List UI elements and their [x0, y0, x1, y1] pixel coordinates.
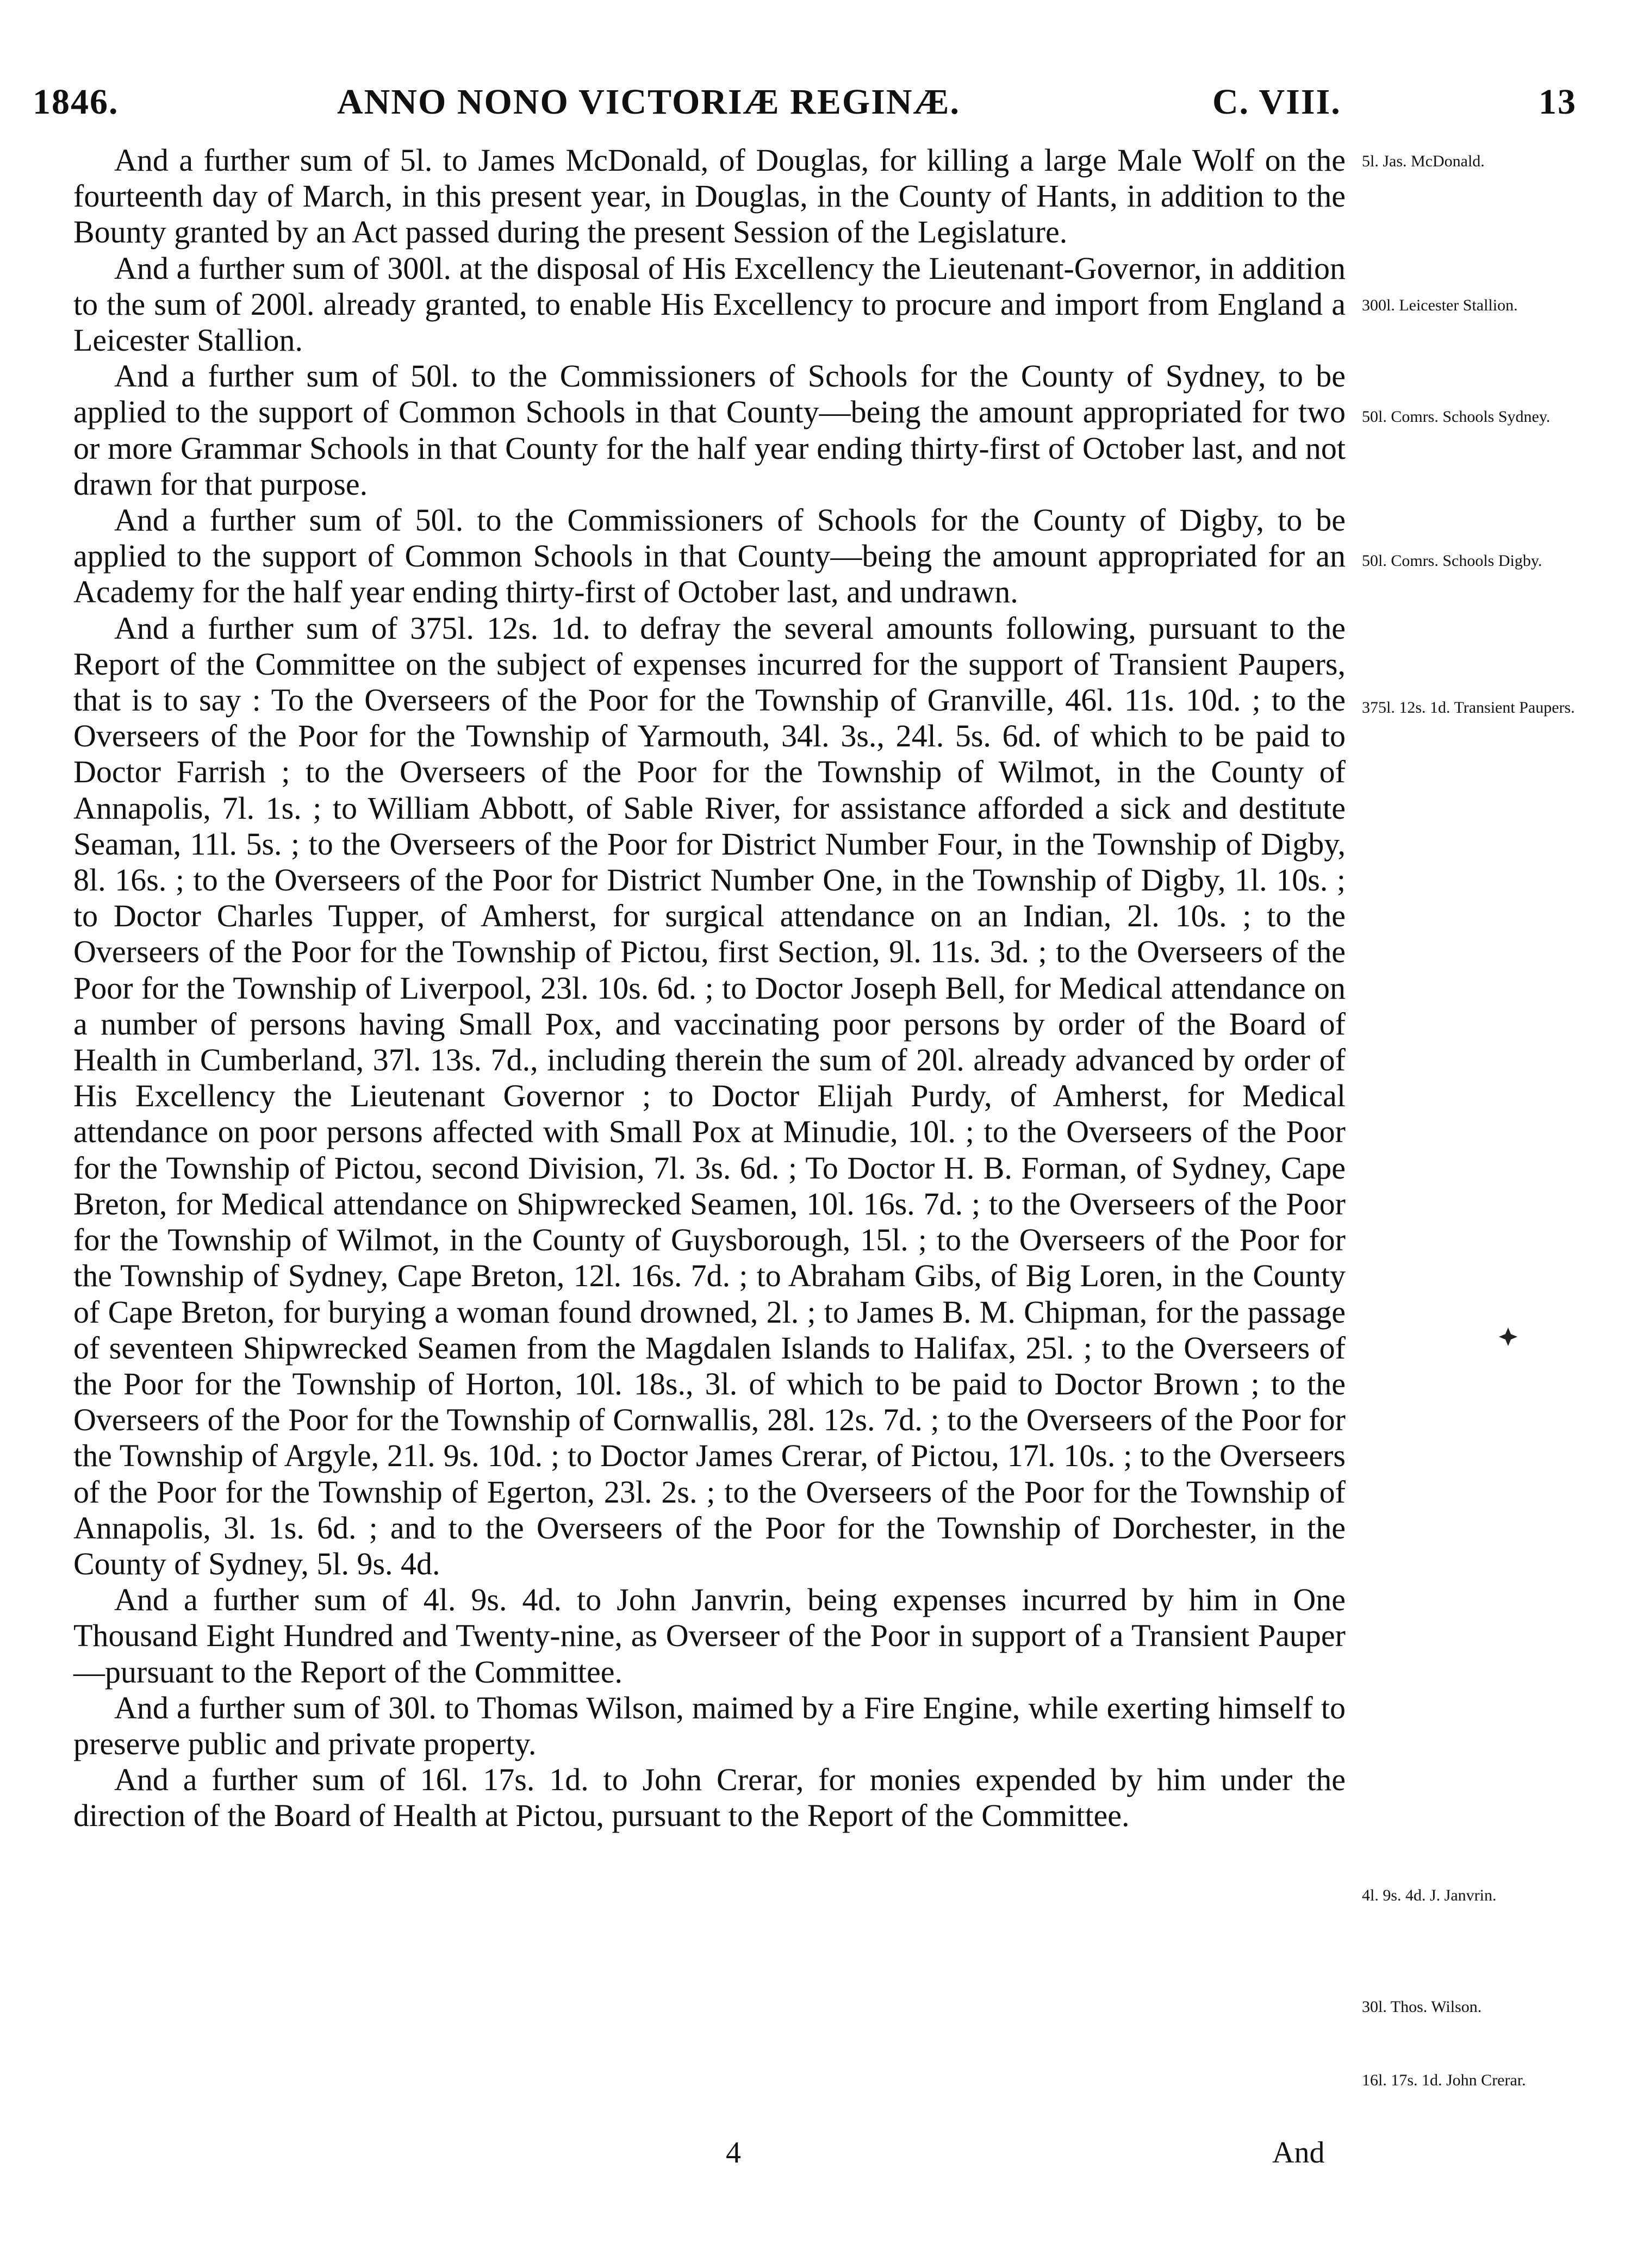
- header-title: ANNO NONO VICTORIÆ REGINÆ.: [337, 82, 961, 122]
- body-text: [73, 142, 1346, 1834]
- margin-note-stallion: 300l. Leicester Stallion.: [1362, 296, 1518, 314]
- margin-note-transient-paupers: 375l. 12s. 1d. Transient Paupers.: [1362, 699, 1575, 716]
- margin-note-mcdonald: 5l. Jas. McDonald.: [1362, 152, 1485, 170]
- margin-note-schools-digby: 50l. Comrs. Schools Digby.: [1362, 552, 1542, 570]
- page-number: 13: [1539, 82, 1577, 122]
- paragraph-schools-digby: And a further sum of 50l. to the Commissioners of Schools for the County of Digby, to be applied to the support of Common Schools in that County—being the amount appropriated for an Academy for the half year ending thirty-first of October last, and undrawn.: [73, 502, 1346, 610]
- paragraph-janvrin: And a further sum of 4l. 9s. 4d. to John Janvrin, being expenses incurred by him in One Thousand Eight Hundred and Twenty-nine, as Overseer of the Poor in support of a Transient Pauper—pursuant to the Report of the Committee.: [73, 1582, 1346, 1690]
- catchword: And: [1272, 2136, 1325, 2170]
- margin-note-crerar: 16l. 17s. 1d. John Crerar.: [1362, 2071, 1526, 2089]
- header-year: 1846.: [33, 82, 119, 122]
- paragraph-wilson: And a further sum of 30l. to Thomas Wilson, maimed by a Fire Engine, while exerting himself to preserve public and private property.: [73, 1690, 1346, 1761]
- margin-note-wilson: 30l. Thos. Wilson.: [1362, 1998, 1482, 2016]
- paragraph-crerar: And a further sum of 16l. 17s. 1d. to John Crerar, for monies expended by him under the direction of the Board of Health at Pictou, pursuant to the Report of the Committee.: [73, 1762, 1346, 1834]
- paragraph-transient-paupers: And a further sum of 375l. 12s. 1d. to defray the several amounts following, pursuant to the Report of the Committee on the subject of expenses incurred for the support of Transient Paupers, that is to say : To the Overseers of the Poor for the Township of Granville, 46l. 11s. 10d. ; to the Overseers of the Poor for the Township of Yarmouth, 34l. 3s., 24l. 5s. 6d. of which to be paid to Doctor Farrish ; to the Overseers of the Poor for the Township of Wilmot, in the County of Annapolis, 7l. 1s. ; to William Abbott, of Sable River, for assistance afforded a sick and destitute Seaman, 11l. 5s. ; to the Overseers of the Poor for District Number Four, in the Township of Digby, 8l. 16s. ; to the Overseers of the Poor for District Number One, in the Township of Digby, 1l. 10s. ; to Doctor Charles Tupper, of Amherst, for surgical attendance on an Indian, 2l. 10s. ; to the Overseers of the Poor for the Township of Pictou, first Section, 9l. 11s. 3d. ; to the Overseers of the Poor for the Township of Liverpool, 23l. 10s. 6d. ; to Doctor Joseph Bell, for Medical attendance on a number of persons having Small Pox, and vaccinating poor persons by order of the Board of Health in Cumberland, 37l. 13s. 7d., including therein the sum of 20l. already advanced by order of His Excellency the Lieutenant Governor ; to Doctor Elijah Purdy, of Amherst, for Medical attendance on poor persons affected with Small Pox at Minudie, 10l. ; to the Overseers of the Poor for the Township of Pictou, second Division, 7l. 3s. 6d. ; To Doctor H. B. Forman, of Sydney, Cape Breton, for Medical attendance on Shipwrecked Seamen, 10l. 16s. 7d. ; to the Overseers of the Poor for the Township of Wilmot, in the County of Guysborough, 15l. ; to the Overseers of the Poor for the Township of Sydney, Cape Breton, 12l. 16s. 7d. ; to Abraham Gibs, of Big Loren, in the County of Cape Breton, for burying a woman found drowned, 2l. ; to James B. M. Chipman, for the passage of seventeen Shipwrecked Seamen from the Magdalen Islands to Halifax, 25l. ; to the Overseers of the Poor for the Township of Horton, 10l. 18s., 3l. of which to be paid to Doctor Brown ; to the Overseers of the Poor for the Township of Cornwallis, 28l. 12s. 7d. ; to the Overseers of the Poor for the Township of Argyle, 21l. 9s. 10d. ; to Doctor James Crerar, of Pictou, 17l. 10s. ; to the Overseers of the Poor for the Township of Egerton, 23l. 2s. ; to the Overseers of the Poor for the Township of Annapolis, 3l. 1s. 6d. ; and to the Overseers of the Poor for the Township of Dorchester, in the County of Sydney, 5l. 9s. 4d.: [73, 610, 1346, 1581]
- margin-note-schools-sydney: 50l. Comrs. Schools Sydney.: [1362, 408, 1551, 426]
- paragraph-mcdonald: And a further sum of 5l. to James McDonald, of Douglas, for killing a large Male Wolf on the fourteenth day of March, in this present year, in Douglas, in the County of Hants, in addition to the Bounty granted by an Act passed during the present Session of the Legislature.: [73, 142, 1346, 250]
- margin-note-janvrin: 4l. 9s. 4d. J. Janvrin.: [1362, 1886, 1497, 1904]
- running-header: [33, 82, 1598, 136]
- ink-blot-icon: [1498, 1326, 1518, 1347]
- paragraph-schools-sydney: And a further sum of 50l. to the Commissioners of Schools for the County of Sydney, to be applied to the support of Common Schools in that County—being the amount appropriated for two or more Grammar Schools in that County for the half year ending thirty-first of October last, and not drawn for that purpose.: [73, 358, 1346, 502]
- signature-mark: 4: [726, 2136, 741, 2170]
- paragraph-leicester-stallion: And a further sum of 300l. at the disposal of His Excellency the Lieutenant-Governor, in addition to the sum of 200l. already granted, to enable His Excellency to procure and import from England a Leicester Stallion.: [73, 250, 1346, 358]
- header-chapter: C. VIII.: [1212, 82, 1341, 122]
